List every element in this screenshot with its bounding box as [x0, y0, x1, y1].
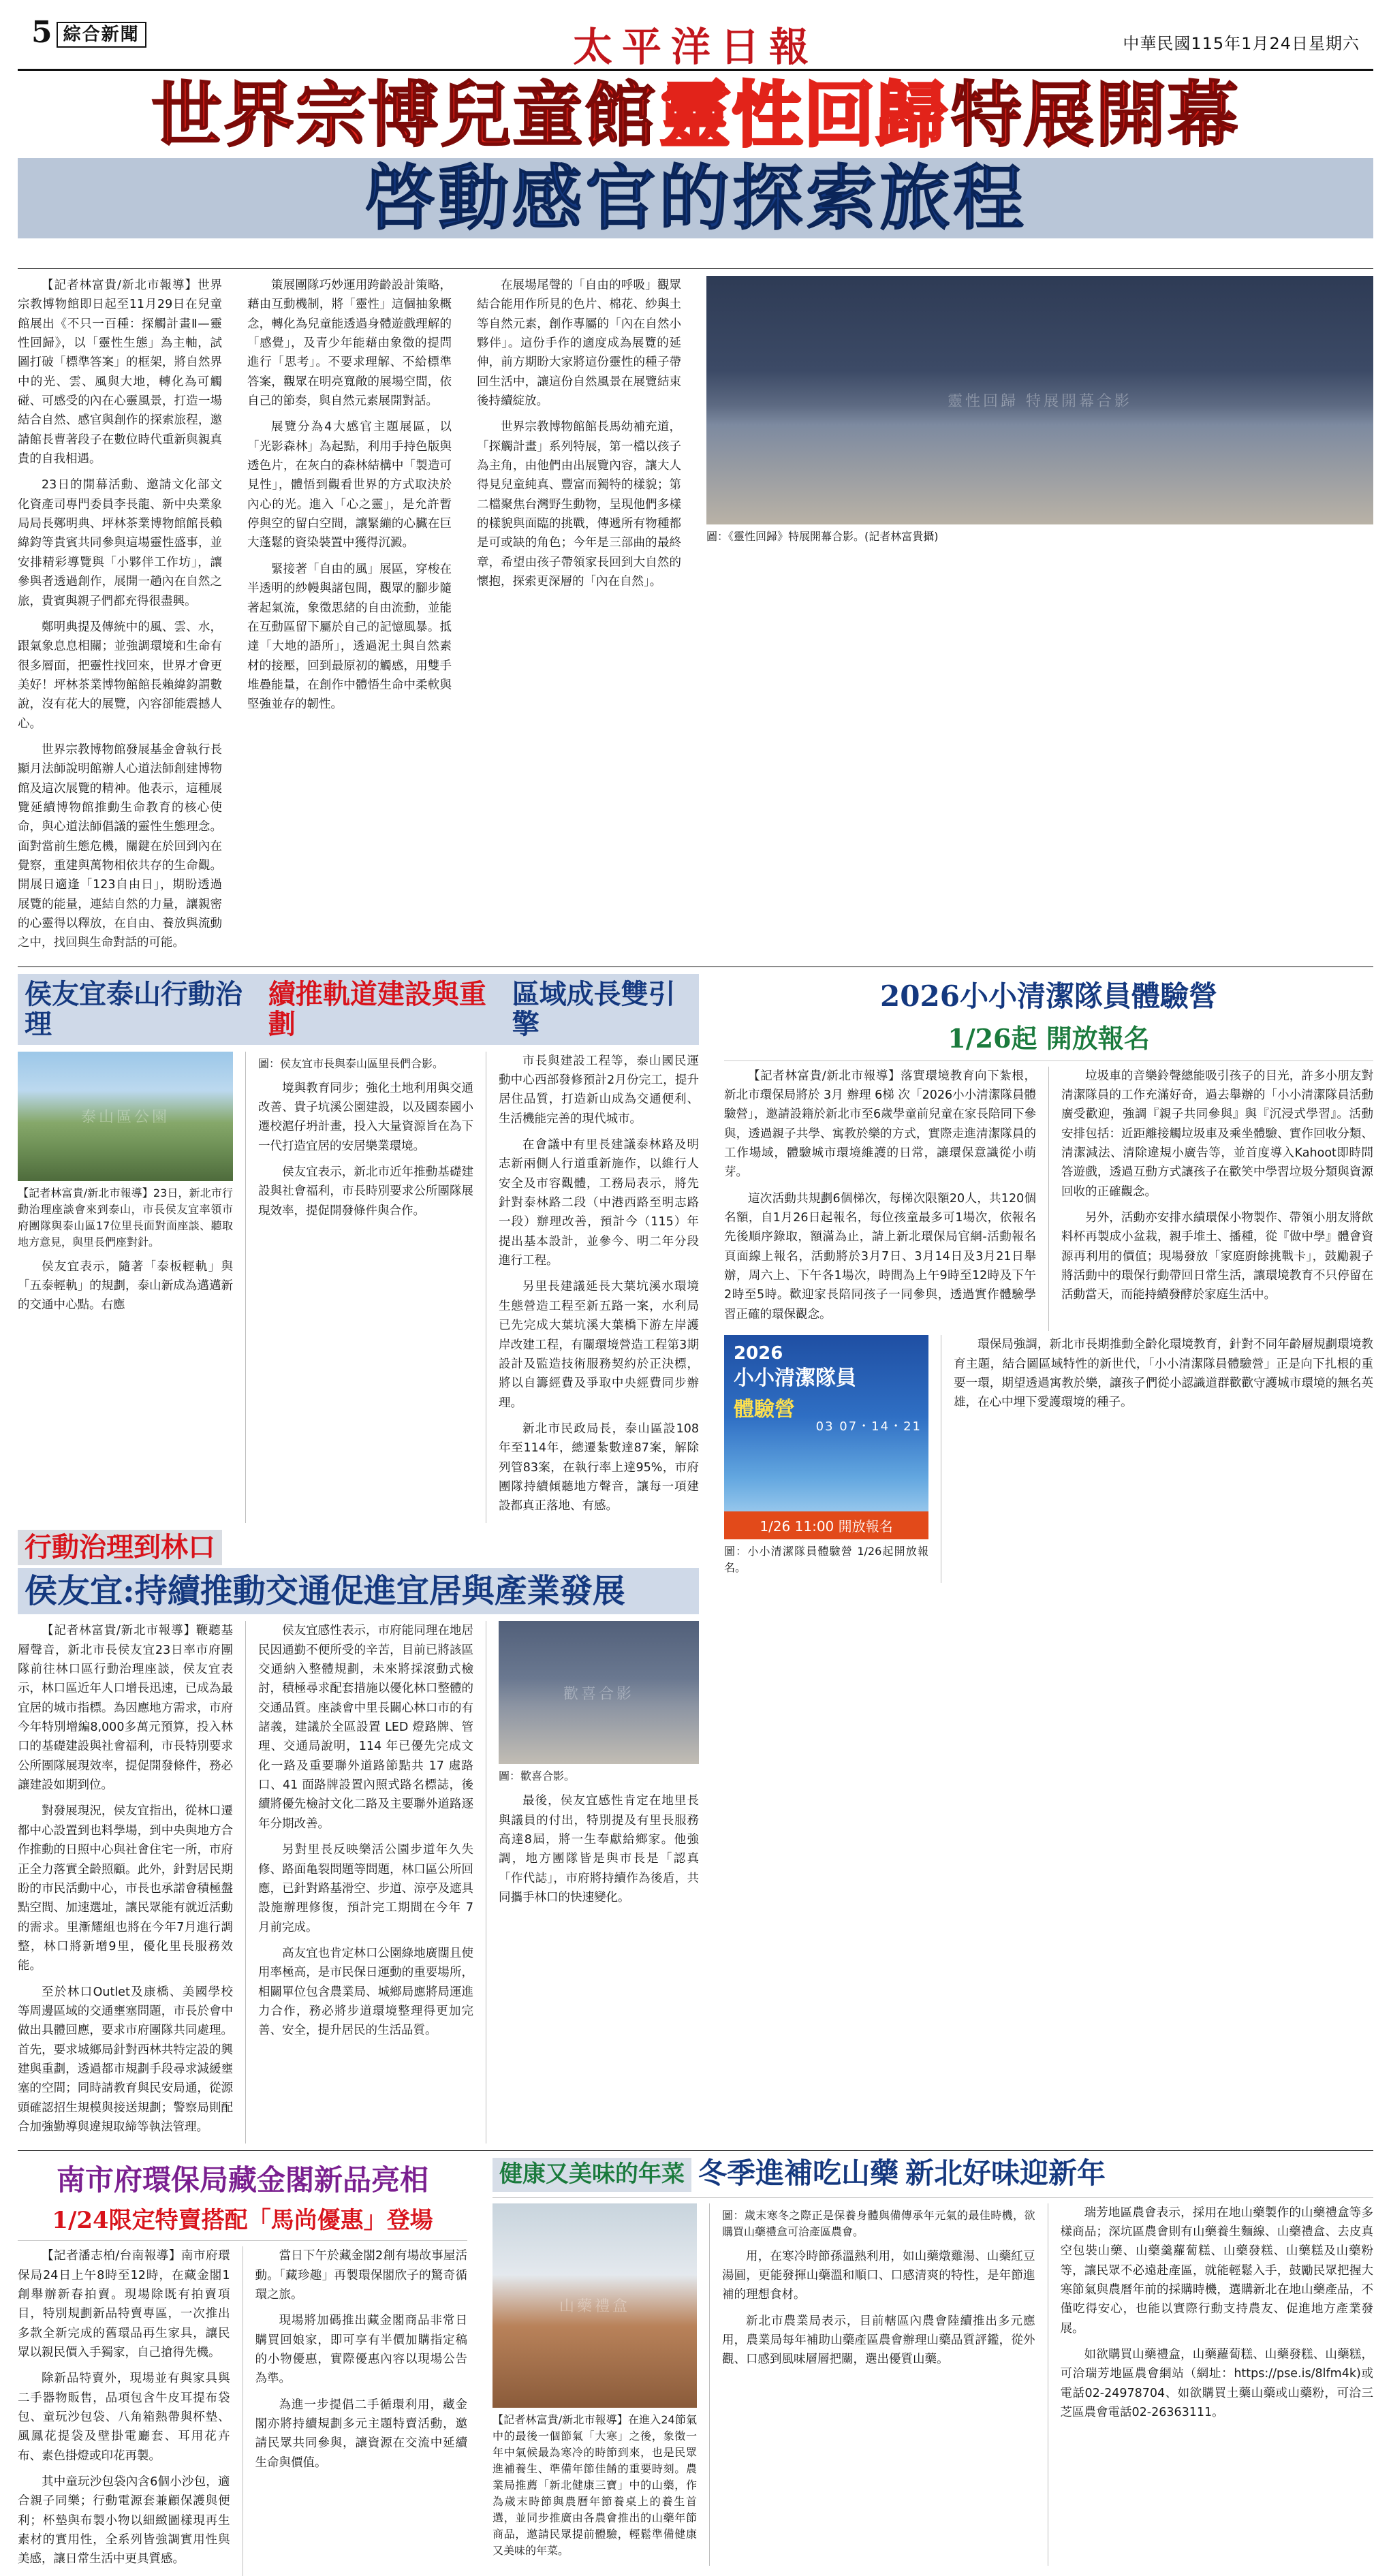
paragraph: 【記者林富貴/新北市報導】落實環境教育向下紮根，新北市環保局將於 3月 辦理 6梯 次「2026小小清潔隊員體驗營」，邀請設籍於新北市至6歲學童前兒童在家長陪同下參與，透過親子共學、寓教於樂的方式，實際走進清潔隊員的工作場域，體驗城市環境維護的日常，讓環保意識從小萌芽。	[724, 1069, 1036, 1180]
linkou-col-1	[18, 1621, 233, 2143]
paragraph: 世界宗教博物館館長馬幼補充道，「探觸計畫」系列特展，第一檔以孩子為主角，由他們由出展覽內容，讓大人得見兒童純真、豐富而獨特的樣貌；第二檔聚焦台灣野生動物，呈現他們多樣的樣貌與面臨的挑戰，傳遞所有物種都是可或缺的角色；今年是三部曲的最終章，希望由孩子帶領家長回到大自然的懷抱，探索更深層的「內在自然」。	[477, 420, 681, 589]
tainan-region	[18, 2158, 467, 2576]
photo-yam-gift-box	[493, 2203, 697, 2408]
divider	[18, 268, 1373, 269]
paragraph: 侯友宜表示，隨著「泰板輕軌」與「五泰輕軌」的規劃，泰山新成為邁邁新的交通中心點。右應	[18, 1259, 233, 1313]
paragraph: 【記者林富貴/新北市報導】世界宗教博物館即日起至11月29日在兒童館展出《不只一百種：探觸計畫Ⅱ—靈性回歸》，以「靈性生態」為主軸，試圖打破「標準答案」的框架，將自然界中的光、雲、風與大地，轉化為可觸碰、可感受的內在心靈風景，打造一場結合自然、感官與創作的探索旅程，邀請館長曹著段子在數位時代重新與親真貴的自我相遇。	[18, 279, 222, 467]
linkou-columns	[18, 1621, 699, 2143]
lead-col-3	[477, 276, 681, 599]
paragraph: 新北市農業局表示，目前轄區內農會陸續推出多元應用，農業局每年補助山藥產區農會辦理山藥品質評鑑，從外觀、口感到風味層層把關，選出優質山藥。	[722, 2314, 1035, 2367]
paragraph: 侯友宜感性表示，市府能同理在地居民因通勤不便所受的辛苦，目前已將該區交通納入整體規劃，未來將採滾動式檢討，積極尋求配套措施以優化林口整體的交通品質。座談會中里長關心林口市的有諸義，建議於全區設置 LED 燈路牌、管理、交通局說明，114 年已優先完成文化一路及重要聯外道路節點共 17 處路口、41 面路牌設置內照式路名標誌，後續將優先檢討文化二路及主要聯外道路逐年分期改善。	[258, 1624, 473, 1831]
volunteer-headline-a: 2026小小清潔隊員體驗營	[880, 979, 1217, 1013]
tainan-headline-block	[18, 2158, 467, 2235]
lead-photo-col	[706, 276, 1373, 552]
issue-date: 中華民國115年1月24日星期六	[1123, 34, 1360, 53]
taishan-col-3	[499, 1052, 699, 1523]
poster-volunteer-camp	[724, 1335, 928, 1539]
column-divider	[245, 1621, 246, 2143]
volunteer-headline-b: 1/26起 開放報名	[948, 1022, 1150, 1054]
headline-part-a: 世界宗博兒童館	[151, 73, 657, 157]
paragraph: 最後，侯友宜感性肯定在地里長與議員的付出，特別提及有里長服務高達8屆，將一生奉獻給鄉家。他強調，地方團隊皆是與市長是「認真「作代誌」，市府將持續作為後盾，共同攜手林口的快速變化。	[499, 1794, 699, 1905]
divider	[18, 2150, 1373, 2151]
paragraph: 環保局強調，新北市長期推動全齡化環境教育，針對不同年齡層規劃環境教育主題，結合圖區域特性的新世代，「小小清潔隊員體驗營」正是向下扎根的重要一環，期望透過寓教於樂，讓孩子們從小認識道群歡歡守護城市環境的無名英雄，在心中埋下愛護環境的種子。	[954, 1338, 1373, 1410]
paragraph: 用，在寒冷時節孫溫熱利用，如山藥燉雞湯、山藥紅豆湯圓，更能發揮山藥溫和順口、口感清爽的特性，是年節進補的理想食材。	[722, 2249, 1035, 2302]
bottom-section	[18, 2158, 1373, 2576]
paragraph: 為進一步提倡二手循環利用，藏金閣亦將持續規劃多元主題特賣活動，邀請民眾共同參與，讓資源在交流中延續生命與價值。	[255, 2398, 467, 2470]
paragraph: 世界宗教博物館發展基金會執行長顯月法師說明館辦人心道法師創建博物館及這次展覽的精神。他表示，這種展覽延續博物館推動生命教育的核心使命，與心道法師倡議的靈性生態理念。面對當前生態危機，關鍵在於回到內在覺察，重建與萬物相依共存的生命觀。開展日適逢「123自由日」，期盼透過展覽的能量，連結自然的力量，讓親密的心靈得以釋放，在自由、養放與流動之中，找回與生命對話的可能。	[18, 742, 222, 950]
paragraph: 高友宜也肯定林口公園綠地廣闊且使用率極高，是市民保日運動的重要場所，相關單位包含農業局、城鄉局應將局運進力合作，務必將步道環境整理得更加完善、安全，提升居民的生活品質。	[258, 1946, 473, 2038]
newyear-food-region	[493, 2158, 1373, 2565]
poster-line2: 小小清潔隊員	[734, 1366, 856, 1391]
main-headline	[18, 73, 1373, 262]
newyear-headline-green: 健康又美味的年菜	[499, 2161, 685, 2188]
paragraph: 【記者林富貴/新北市報導】在進入24節氣中的最後一個節氣「大寒」之後，象徵一年中氣候最為寒冷的時節到來，也是民眾進補養生、準備年節佳餚的重要時刻。農業局推薦「新北健康三寶」中的山藥，作為歲末時節與農曆年節養桌上的養生首選，並同步推廣由各農會推出的山藥年節商品，邀請民眾提前體驗，輕鬆準備健康又美味的年菜。	[493, 2413, 697, 2557]
paragraph: 【記者潘志柏/台南報導】南市府環保局24日上午8時至12時，在藏金閣1創舉辦新春拍賣。現場除既有拍賣項目，特別規劃新品特賣專區，一次推出多款全新完成的舊環品再生家具，讓民眾以親民價入手獨家，自己搶得先機。	[18, 2249, 230, 2360]
paragraph: 23日的開幕活動、邀請文化部文化資產司專門委員李長龍、新中央業象局局長鄭明典、坪林茶業博物館館長賴緯鈞等貴賓共同參與這場靈性盛事，並安排精彩導覽與「小夥伴工作坊」，讓參與者透過創作，展開一趟內在自然之旅，貴賓與親子們都充得很盡興。	[18, 478, 222, 608]
photo-caption: 圖：侯友宜市長與泰山區里長們合影。	[258, 1056, 444, 1070]
paragraph: 至於林口Outlet及康橋、美國學校等周邊區域的交通壅塞問題，市長於會中做出具體回應，要求市府團隊共同處理。首先，要求城鄉局針對西林共特定設的興建與重劃，透過都市規劃手段尋求減緩壅塞的空間；同時請教育與民安局通，從源頭確認招生規模與接送規劃；警察局則配合加強勤導與違規取締等執法管理。	[18, 1985, 233, 2134]
taishan-col-2	[258, 1052, 473, 1523]
volunteer-col-3	[954, 1335, 1373, 1583]
paragraph: 策展團隊巧妙運用跨齡設計策略，藉由互動機制，將「靈性」這個抽象概念，轉化為兒童能透過身體遊戲理解的「感覺」，及青少年能藉由象徵的提問進行「思考」。不要求理解、不給標準答案，觀眾在明亮寬敞的展場空間，依自己的節奏，與自然元素展開對話。	[247, 279, 452, 409]
paragraph: 現場將加碼推出藏金閣商品非常日購買回娘家，即可享有半價加購指定稿的小物優惠，實際優惠內容以現場公告為準。	[255, 2314, 467, 2386]
newyear-photo-col	[493, 2203, 697, 2566]
paragraph: 垃圾車的音樂鈴聲總能吸引孩子的目光，許多小朋友對清潔隊員的工作充滿好奇，過去舉辦的「小小清潔隊員活動廣受歡迎，強調『親子共同參與』與『沉浸式學習』。活動安排包括：近距離接觸垃圾車及乘坐體驗、實作回收分類、清潔減法、清除違規小廣告等，並首度導入Kahoot即時問答遊戲，透過互動方式讓孩子在歡笑中學習垃圾分類與資源回收的正確觀念。	[1061, 1069, 1373, 1199]
paragraph: 鄭明典提及傳統中的風、雲、水，跟氣象息息相關；並強調環境和生命有很多層面，把靈性找回來，世界才會更美好！坪林茶業博物館館長賴緯鈞謂數說，沒有花大的展覽，內容卻能震撼人心。	[18, 620, 222, 731]
taishan-headline-a: 侯友宜泰山行動治理	[25, 977, 243, 1040]
newyear-columns	[493, 2203, 1373, 2566]
tainan-headline-b: 1/24限定特賣搭配「馬尚優惠」登場	[52, 2207, 433, 2235]
paragraph: 緊接著「自由的風」展區，穿梭在半透明的紗幔與諸包間，觀眾的腳步隨著起氣流，象徵思緒的自由流動，並能在互動區留下屬於自己的記憶風暴。抵達「大地的語所」，透過泥土與自然素材的接壓，回到最原初的觸感，用雙手堆疊能量，在創作中體悟生命中柔軟與堅強並存的韌性。	[247, 562, 452, 712]
linkou-headline-main: 侯友宜:持續推動交通促進宜居與產業發展	[25, 1571, 625, 1610]
paragraph: 在會議中有里長建議泰林路及明志新兩側人行道重新施作，以維行人安全及市容觀體，工務局表示，將先針對泰林路二段（中港西路至明志路一段）辦理改善，預計今（115）年提出基本設計，並參今、明二年分段進行工程。	[499, 1138, 699, 1268]
taishan-col-1	[18, 1052, 233, 1523]
paragraph: 侯友宜表示，新北市近年推動基礎建設與社會福利，市長時別要求公所團隊展現效率，提促開發條件與合作。	[258, 1165, 473, 1218]
middle-section	[18, 974, 1373, 2144]
tainan-col-2	[255, 2246, 468, 2576]
paragraph: 在展場尾聲的「自由的呼吸」觀眾結合能用作所見的色片、棉花、紗與土等自然元素，創作專屬的「內在自然小夥伴」。這份手作的適度成為展覽的延伸，前方期盼大家將這份靈性的種子帶回生活中，讓這份自然風景在展覽結束後持續綻放。	[477, 279, 681, 409]
paragraph: 當日下午於藏金閣2創有場故事屋活動。「藏珍趣」再製環保閣欣子的驚奇循環之旅。	[255, 2249, 467, 2302]
tainan-columns	[18, 2246, 467, 2576]
volunteer-poster-row	[724, 1335, 1373, 1583]
paragraph: 【記者林富貴/新北市報導】鞭聽基層聲音，新北市長侯友宜23日率市府團隊前往林口區行動治理座談，侯友宜表示，林口區近年人口增長迅速，已成為最宜居的城市指標。為因應地方需求，市府今年特別增編8,000多萬元預算，投入林口的基礎建設與社會福利，市長特別要求公所團隊展現效率，提促開發條件，務必讓建設如期到位。	[18, 1624, 233, 1793]
headline-part-b: 靈性回歸	[659, 73, 948, 157]
paragraph: 瑞芳地區農會表示，採用在地山藥製作的山藥禮盒等多樣商品；深坑區農會則有山藥養生麵線、山藥禮盒、去皮真空包裝山藥、山藥羹蘿蔔糕、山藥發糕、山藥糕及山藥粉等，讓民眾不必遠赴產區，就能輕鬆入手，鼓勵民眾把握大寒節氣與農曆年前的採購時機，選購新北在地山藥產品，不僅吃得安心，也能以實際行動支持農友、促進地方產業發展。	[1060, 2205, 1373, 2336]
photo-caption: 圖：《靈性回歸》特展開幕合影。(記者林富貴攝)	[706, 530, 939, 543]
lead-section	[18, 276, 1373, 960]
paragraph: 新北市民政局長，泰山區設108年至114年，總遷紮數達87案，解除列管83案，在執行率上達95%，市府團隊持續傾聽地方聲音，讓每一項建設都真正落地、有感。	[499, 1421, 699, 1513]
photo-placeholder-label: 泰山區公園	[80, 1109, 170, 1127]
lead-col-1	[18, 276, 222, 960]
linkou-col-3	[499, 1621, 699, 2143]
divider	[18, 2240, 467, 2241]
newyear-col-3	[1061, 2203, 1374, 2566]
linkou-headline-top: 行動治理到林口	[25, 1530, 215, 1563]
taishan-headline-band	[18, 974, 699, 1045]
paragraph: 境與教育同步；強化土地利用與交通改善、貴子坑溪公園建設，以及國泰國小遷校滬仔坍計畫，投入大量資源旨在為下一代打造宜居的安居樂業環境。	[258, 1081, 473, 1153]
tainan-headline-a: 南市府環保局藏金閣新品亮相	[56, 2163, 428, 2197]
paragraph: 市長與建設工程等，泰山國民運動中心西部發修預計2月份完工，提升居住品質，打造新山成為交通便利、生活機能完善的現代城市。	[499, 1054, 699, 1126]
photo-caption: 圖：小小清潔隊員體驗營 1/26起開放報名。	[724, 1545, 928, 1575]
paragraph: 【記者林富貴/新北市報導】23日，新北市行動治理座談會來到泰山，市長侯友宜率領市府團隊與泰山區17位里長面對面座談、聽取地方意見，與里長們座對針。	[18, 1186, 233, 1248]
paragraph: 另對里長反映樂活公園步道年久失修、路面亀裂問題等問題，林口區公所回應，已針對路基滑空、步道、涼亭及遮具設施辦理修復，預計完工期間在今年 7 月前完成。	[258, 1843, 473, 1934]
poster-dates: 03 07・14・21	[815, 1419, 922, 1434]
volunteer-col-2	[1061, 1067, 1373, 1331]
headline-part-c: 特展開幕	[951, 73, 1240, 157]
tainan-col-1	[18, 2246, 230, 2576]
volunteer-headline-block	[724, 974, 1373, 1055]
photo-caption: 圖：歲末寒冬之際正是保養身體與備傳承年元氣的最佳時機，欲購買山藥禮盒可洽產區農會。	[722, 2208, 1035, 2238]
photo-linkou-meeting	[499, 1621, 699, 1764]
paragraph: 其中童玩沙包袋內含6個小沙包，適合親子同樂；行動電源套兼顧保護與便利；杯墊與布製小物以細緻圖樣現再生素材的實用性，全系列皆強調實用性與美感，讓日常生活中更具質感。	[18, 2475, 230, 2566]
paragraph: 展覽分為4大感官主題展區，以「光影森林」為起點，利用手持色版與透色片，在灰白的森林結構中「製造可見性」，體悟到觀看世界的方式取決於內心的光。進入「心之靈」，是允許暫停與空的留白空間，讓緊繃的心臟在巨大蓬鬆的資染裝置中獲得沉澱。	[247, 420, 452, 550]
column-divider	[1048, 1067, 1049, 1331]
paragraph: 對發展現況，侯友宜指出，從林口遷都中心設置到也料學場，到中央與地方合作推動的日照中心與社會住宅一所，市府正全力落實全齡照顧。此外，針對居民期盼的市民活動中心，市長也承諾會積極盤點空間、加速選址，讓民眾能有就近活動的需求。里漸耀組也將在今年7月進行調整，林口將新增9里，優化里長服務效能。	[18, 1804, 233, 1973]
headline-line2: 啓動感官的探索旅程	[364, 156, 1027, 240]
page-number: 5	[31, 15, 52, 50]
poster-registration-badge: 1/26 11:00 開放報名	[724, 1511, 928, 1539]
paragraph: 另里長建議延長大葉坑溪水環境生態營造工程至新五路一案，水利局已先完成大葉坑溪大葉橋下游左岸護岸改建工程，有關環境營造工程第3期設計及監造技術服務契約於正決標，將以自籌經費及爭取中央經費同步辦理。	[499, 1280, 699, 1410]
column-divider	[709, 2203, 710, 2566]
poster-line1: 2026	[734, 1343, 783, 1364]
volunteer-poster-wrap	[724, 1335, 928, 1583]
newyear-col-2	[722, 2203, 1035, 2566]
taishan-region	[18, 974, 699, 2144]
volunteer-col-1	[724, 1067, 1036, 1331]
linkou-headline-block	[18, 1530, 699, 1615]
masthead	[18, 12, 1373, 71]
volunteer-camp-region	[724, 974, 1373, 1583]
volunteer-columns	[724, 1067, 1373, 1331]
photo-caption: 圖：歡喜合影。	[499, 1770, 576, 1783]
photo-taishan-park	[18, 1052, 233, 1181]
column-divider	[245, 1052, 246, 1523]
newyear-headline-b: 新北好味迎新年	[905, 2156, 1106, 2190]
divider	[493, 2197, 1373, 2198]
paragraph: 除新品特賣外，現場並有與家具與二手器物販售，品項包含牛皮耳提布袋包、童玩沙包袋、八角箱熱帶與杯墊、風鳳花提袋及壁掛電廳套、耳用花卉布、素色掛燈或印花再製。	[18, 2372, 230, 2463]
lead-col-2	[247, 276, 452, 721]
newyear-headline-a: 冬季進補吃山藥	[698, 2156, 899, 2190]
linkou-col-2	[258, 1621, 473, 2143]
taishan-headline-b: 續推軌道建設與重劃	[268, 977, 486, 1040]
paragraph: 這次活動共規劃6個梯次，每梯次限額20人，共120個名額，自1月26日起報名，每位孩童最多可1場次，依報名先後順序錄取，額滿為止，請上新北環保局官網-活動報名頁面線上報名，活動將於3月7日、3月14日及3月21日舉辦，周六上、下午各1場次，時間為上午9時至12時及下午2時至5時。歡迎家長陪同孩子一同參與，透過實作體驗學習正確的環保觀念。	[724, 1191, 1036, 1321]
photo-placeholder-label: 靈性回歸 特展開幕合影	[948, 393, 1132, 410]
paper-title: 太平洋日報	[572, 24, 819, 70]
taishan-headline-c: 區域成長雙引擎	[512, 977, 676, 1040]
photo-placeholder-label: 山藥禮盒	[559, 2298, 630, 2316]
paragraph: 另外，活動亦安排水績環保小物製作、帶領小朋友將飲料杯再製成小盆栽，親手堆土、播種，從『做中學』體會資源再利用的價值；現場發放「家庭廚餘挑戰卡」，鼓勵親子將活動中的環保行動帶回日常生活，讓環境教育不只停留在活動當天，而能持續發酵於家庭生活中。	[1061, 1211, 1373, 1302]
photo-placeholder-label: 歡喜合影	[563, 1685, 634, 1703]
poster-line3: 體驗營	[734, 1398, 795, 1422]
paragraph: 如欲購買山藥禮盒，山藥蘿蔔糕、山藥發糕、山藥糕，可洽瑞芳地區農會網站（網址：https://pse.is/8lfm4k)或電話02-24978704、如欲購買土藥山藥或山藥粉，可洽三芝區農會電話02-26363111。	[1060, 2348, 1373, 2420]
taishan-columns	[18, 1052, 699, 1523]
page-number-block	[31, 15, 146, 50]
section-name: 綜合新聞	[57, 22, 146, 48]
photo-exhibition-group	[706, 276, 1373, 524]
